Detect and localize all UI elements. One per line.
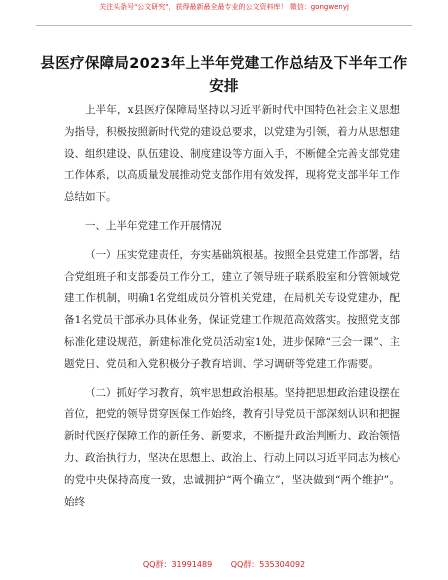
footer-qq-group-1: QQ群：31991489 bbox=[142, 560, 213, 569]
header-divider bbox=[36, 25, 412, 26]
body-paragraph: （二）抓好学习教育，筑牢思想政治根基。坚持把思想政治建设摆在首位，把党的领导贯穿医保工作始终，教育引导党员干部深刻认识和把握新时代医疗保障工作的新任务、新要求，不断提升政治判断力、政治领悟力、政治执行力，坚决在思想上、政治上、行动上同以习近平同志为核心的党中央保持高度一致，忠诚拥护“两个确立”，坚决做到“两个维护”。始终 bbox=[64, 386, 400, 508]
footer-qq-group-2: QQ群：535304092 bbox=[230, 560, 306, 569]
section-heading: 一、上半年党建工作开展情况 bbox=[85, 219, 222, 232]
document-title: 县医疗保障局2023年上半年党建工作总结及下半年工作安排 bbox=[40, 56, 408, 95]
document-body bbox=[64, 100, 400, 520]
footer-contacts bbox=[0, 558, 448, 572]
header-promo: 关注头条号"公文研究"，获得最新最全最专业的公文资料库！ 微信：gongwenyj bbox=[99, 3, 349, 11]
intro-paragraph: 上半年，x县医疗保障局坚持以习近平新时代中国特色社会主义思想为指导，积极按照新时代党的建设总要求，以党建为引领，着力从思想建设、组织建设、队伍建设、制度建设等方面入手，不断健全完善支部党建工作体系，以高质量发展推动党支部作用有效发挥，现将党支部半年工作总结如下。 bbox=[64, 104, 400, 204]
body-paragraph: （一）压实党建责任，夯实基础筑根基。按照全县党建工作部署，结合党组班子和支部委员工作分工，建立了领导班子联系股室和分管领域党建工作机制，明确1名党组成员分管机关党建，在局机关专设党建办，配备1名党员干部承办具体业务，保证党建工作规范高效落实。按照党支部标准化建设规范，新建标准化党员活动室1处，进步保障“三会一课”、主题党日、党员和入党积极分子教育培训、学习调研等党建工作需要。 bbox=[64, 248, 400, 370]
